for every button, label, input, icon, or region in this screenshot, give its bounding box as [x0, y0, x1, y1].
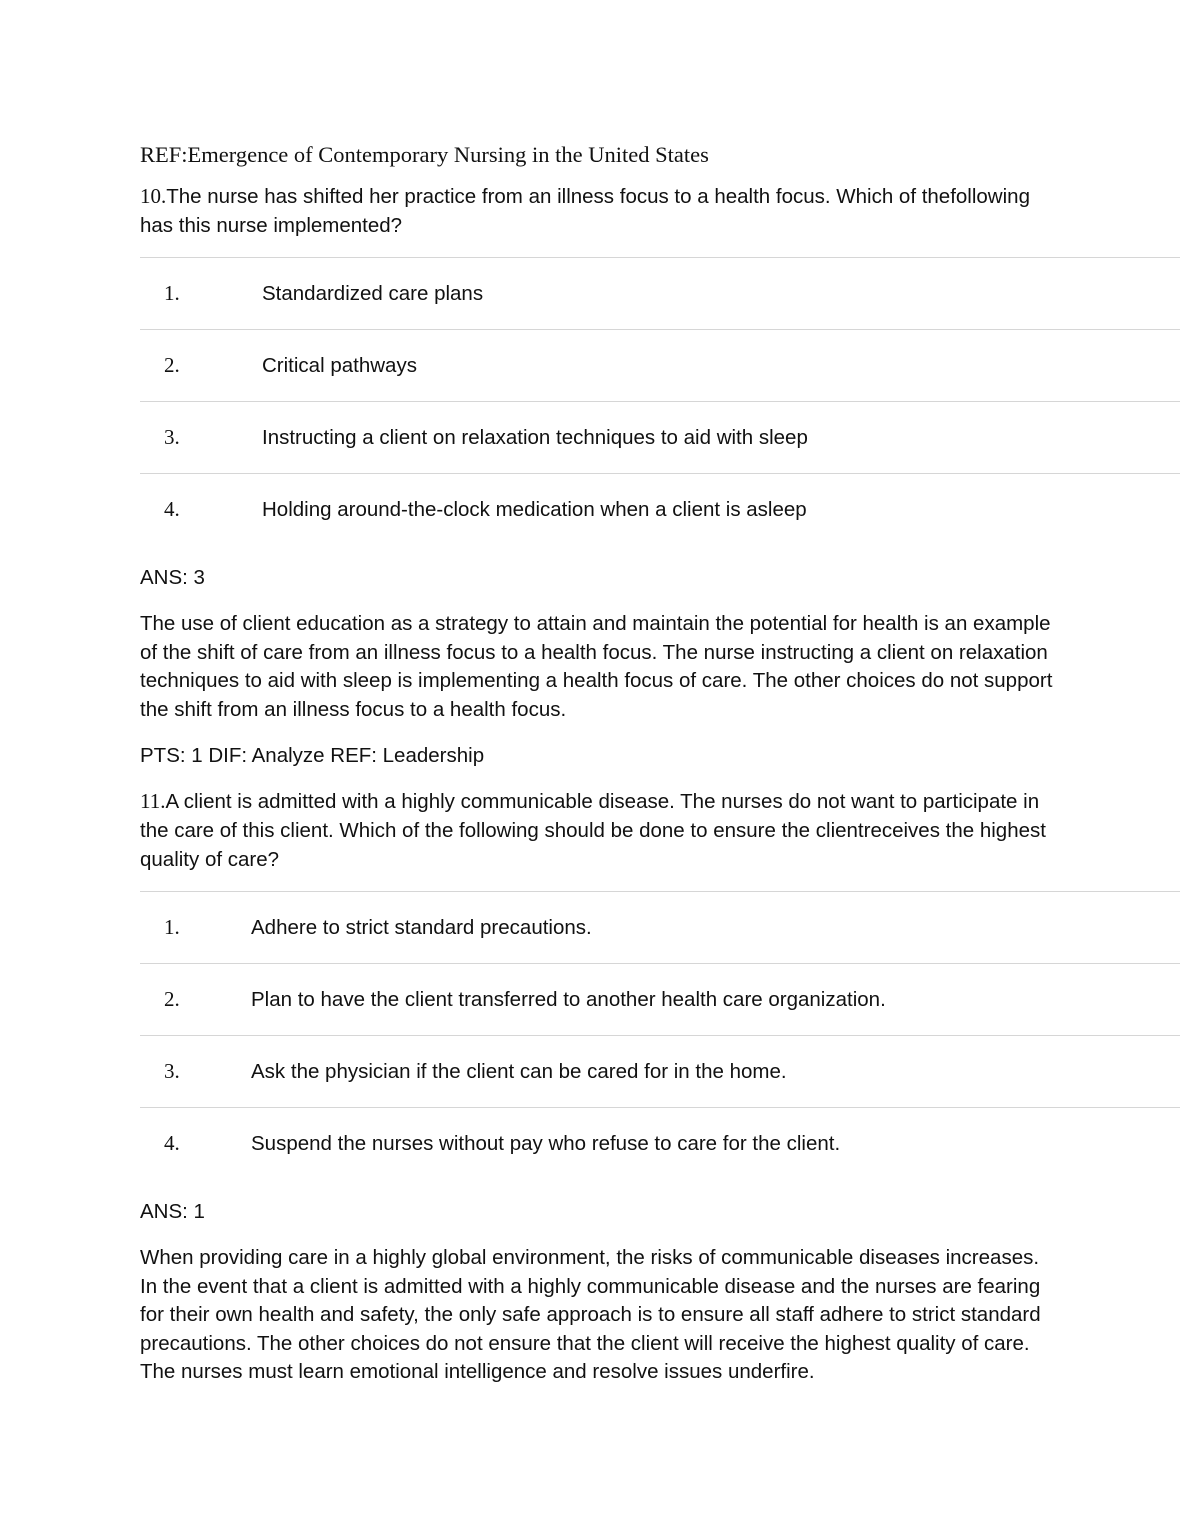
- option-text: Critical pathways: [262, 354, 417, 377]
- option-text: Standardized care plans: [262, 282, 484, 305]
- ref-heading: REF:Emergence of Contemporary Nursing in the United States: [140, 142, 709, 167]
- option-number: 4.: [164, 1131, 180, 1155]
- option-row: [140, 402, 1180, 474]
- rationale-q11: When providing care in a highly global environment, the risks of communicable diseases increases. In the event that a client is admitted with a highly communicable disease and the nurses are fearing for their own health and safety, the only safe approach is to ensure all staff adhere to strict standard precautions. The other choices do not ensure that the client will receive the highest quality of care. The nurses must learn emotional intelligence and resolve issues underfire.: [140, 1246, 1041, 1383]
- question-text: The nurse has shifted her practice from an illness focus to a health focus. Which of thefollowing has this nurse implemented?: [140, 185, 1030, 237]
- option-text: Suspend the nurses without pay who refuse to care for the client.: [251, 1132, 841, 1155]
- option-text: Plan to have the client transferred to another health care organization.: [251, 988, 886, 1011]
- option-row: [140, 258, 1180, 330]
- question-number: 10.: [140, 184, 167, 208]
- option-row: [140, 892, 1180, 964]
- option-number: 1.: [164, 915, 180, 939]
- option-number: 3.: [164, 1059, 180, 1083]
- option-number: 4.: [164, 497, 180, 521]
- answer-q10: ANS: 3: [140, 566, 205, 589]
- option-row: [140, 1036, 1180, 1108]
- question-text: A client is admitted with a highly communicable disease. The nurses do not want to participate in the care of this client. Which of the following should be done to ensure the clientreceives the highest quality of care?: [140, 790, 1046, 871]
- option-number: 2.: [164, 987, 180, 1011]
- options-table-q11: [140, 891, 1180, 1179]
- question-11: [140, 787, 1060, 874]
- answer-q11: ANS: 1: [140, 1200, 205, 1223]
- option-number: 3.: [164, 425, 180, 449]
- meta-q10: PTS: 1 DIF: Analyze REF: Leadership: [140, 744, 485, 767]
- option-number: 1.: [164, 281, 180, 305]
- option-row: [140, 964, 1180, 1036]
- rationale-q10: The use of client education as a strategy to attain and maintain the potential for health is an example of the shift of care from an illness focus to a health focus. The nurse instructing a client on relaxation techniques to aid with sleep is implementing a health focus of care. The other choices do not support the shift from an illness focus to a health focus.: [140, 612, 1053, 721]
- option-text: Ask the physician if the client can be cared for in the home.: [251, 1060, 787, 1083]
- option-row: [140, 330, 1180, 402]
- question-number: 11.: [140, 789, 166, 813]
- question-10: [140, 182, 1060, 240]
- option-row: [140, 474, 1180, 545]
- option-row: [140, 1108, 1180, 1179]
- options-table-q10: [140, 257, 1180, 545]
- option-text: Adhere to strict standard precautions.: [251, 916, 592, 939]
- option-number: 2.: [164, 353, 180, 377]
- option-text: Instructing a client on relaxation techniques to aid with sleep: [262, 426, 808, 449]
- option-text: Holding around-the-clock medication when a client is asleep: [262, 498, 807, 521]
